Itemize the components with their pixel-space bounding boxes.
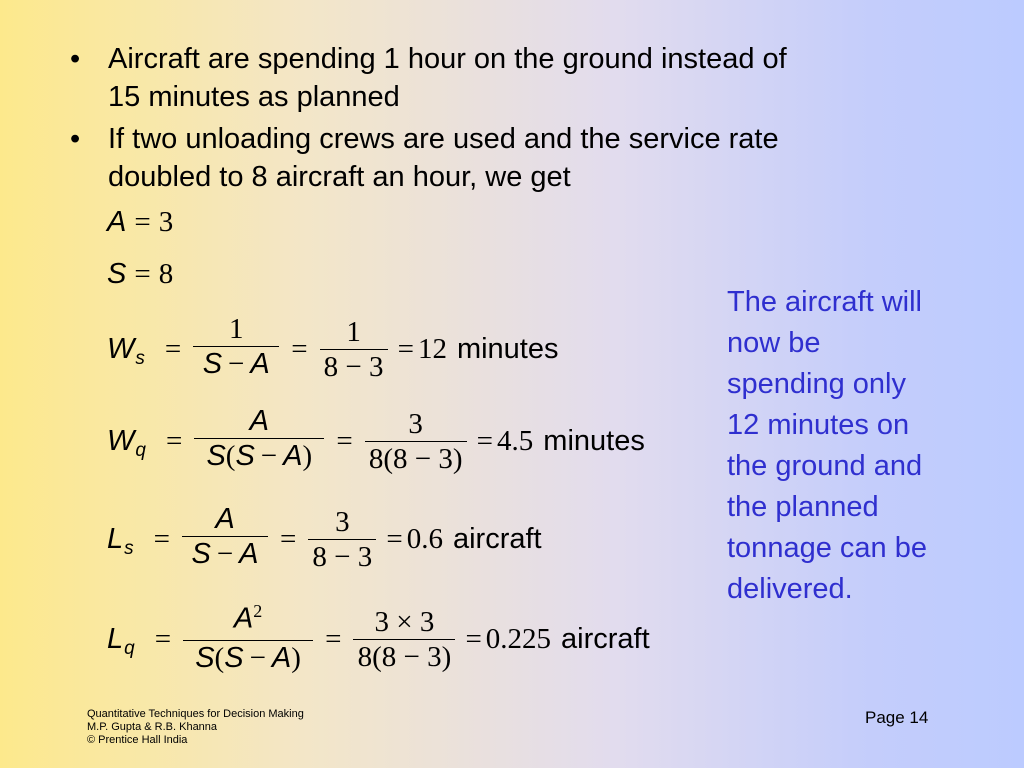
paren: ( [214,642,225,675]
bullet-item [70,120,930,196]
minus-sign: − [216,538,234,570]
equals-sign: = [134,206,151,238]
result: 12 [417,332,447,365]
result: 4.5 [497,424,534,457]
result: 0.225 [485,622,552,655]
fraction [353,605,455,674]
denominator [189,537,260,576]
fraction [194,404,324,478]
result: 0.6 [406,522,443,555]
den-var: A [250,348,270,380]
denominator [201,347,272,386]
side-note-line: delivered. [727,573,853,605]
equals-sign: = [154,622,172,655]
footer-line: M.P. Gupta & R.B. Khanna [87,721,218,733]
side-note-line: 12 minutes on [727,409,910,441]
equation-wq [107,404,645,478]
equation-lq [107,598,650,680]
numerator: A [215,503,235,535]
equals-sign: = [465,622,482,655]
variable: W [107,332,135,365]
numerator: 3 [335,505,350,538]
numerator: 1 [228,313,244,345]
bullet-line: 15 minutes as planned [108,81,400,113]
den-var: S [191,538,211,570]
den-var: S [195,642,215,675]
numerator: 1 [346,315,361,348]
paren: ) [291,642,301,675]
denominator: 8(8 − 3) [368,442,463,475]
side-note-line: The aircraft will [727,286,922,318]
equals-sign: = [153,522,170,555]
side-note-line: the planned [727,491,879,523]
variable: L [107,622,124,655]
denominator: 8 − 3 [323,350,384,383]
den-var: S [202,348,223,380]
equation-ws [107,312,559,386]
fraction [193,312,279,386]
side-note-line: tonnage can be [727,532,927,564]
bullet-text [108,40,930,116]
denominator: 8(8 − 3) [357,640,452,673]
numerator [232,598,264,640]
paren: ) [302,440,313,472]
equals-sign: = [134,258,151,290]
equals-sign: = [397,332,414,365]
equation-ls [107,502,542,576]
minus-sign: − [260,440,278,472]
fraction [320,315,388,384]
equals-sign: = [336,424,353,457]
subscript: q [124,638,135,660]
variable: A [107,206,127,238]
equals-sign: = [291,332,308,365]
variable: L [107,522,124,555]
side-note-line: spending only [727,368,906,400]
bullet-symbol: • [70,43,81,75]
bullet-text [108,120,930,196]
den-var: A [239,538,259,570]
side-note-line: the ground and [727,450,923,482]
minus-sign: − [228,348,245,380]
bullet-line: If two unloading crews are used and the service rate [108,123,779,155]
numerator: A [249,405,269,437]
bullet-line: doubled to 8 aircraft an hour, we get [108,161,571,193]
subscript: s [135,348,145,369]
subscript: s [124,538,134,559]
equation-a [107,206,173,239]
variable: W [107,424,135,457]
fraction [183,598,313,680]
unit-label: aircraft [452,522,542,555]
equals-sign: = [165,424,183,457]
value: 3 [158,206,174,238]
subscript: q [135,440,146,461]
equals-sign: = [476,424,494,457]
exponent: 2 [253,601,263,621]
bullet-symbol: • [70,123,81,155]
footer-line: © Prentice Hall India [87,734,188,746]
den-var: A [283,440,303,472]
den-var: S [224,642,244,675]
equation-s [107,258,173,291]
bullet-item [70,40,930,116]
numerator: 3 × 3 [374,605,435,638]
unit-label: minutes [456,332,559,365]
equals-sign: = [280,522,297,555]
bullet-list [70,40,930,200]
den-var: S [235,440,255,472]
paren: ( [225,440,236,472]
fraction [308,505,376,574]
numerator: 3 [408,407,423,440]
denominator [204,439,314,478]
side-note [727,282,977,610]
fraction [182,502,268,576]
variable: S [107,258,127,290]
value: 8 [158,258,174,290]
side-note-line: now be [727,327,821,359]
minus-sign: − [249,642,266,675]
den-var: S [206,440,226,472]
denominator: 8 − 3 [312,540,373,573]
fraction [365,407,467,476]
footer-line: Quantitative Techniques for Decision Making [87,708,304,720]
equals-sign: = [164,332,182,365]
unit-label: aircraft [561,622,650,655]
bullet-line: Aircraft are spending 1 hour on the ground instead of [108,43,787,75]
equals-sign: = [325,622,342,655]
unit-label: minutes [543,424,645,457]
num-var: A [233,602,254,635]
footer-credits [87,708,304,747]
denominator [193,641,303,680]
den-var: A [271,642,292,675]
equals-sign: = [386,522,403,555]
page-number: Page 14 [865,708,929,727]
